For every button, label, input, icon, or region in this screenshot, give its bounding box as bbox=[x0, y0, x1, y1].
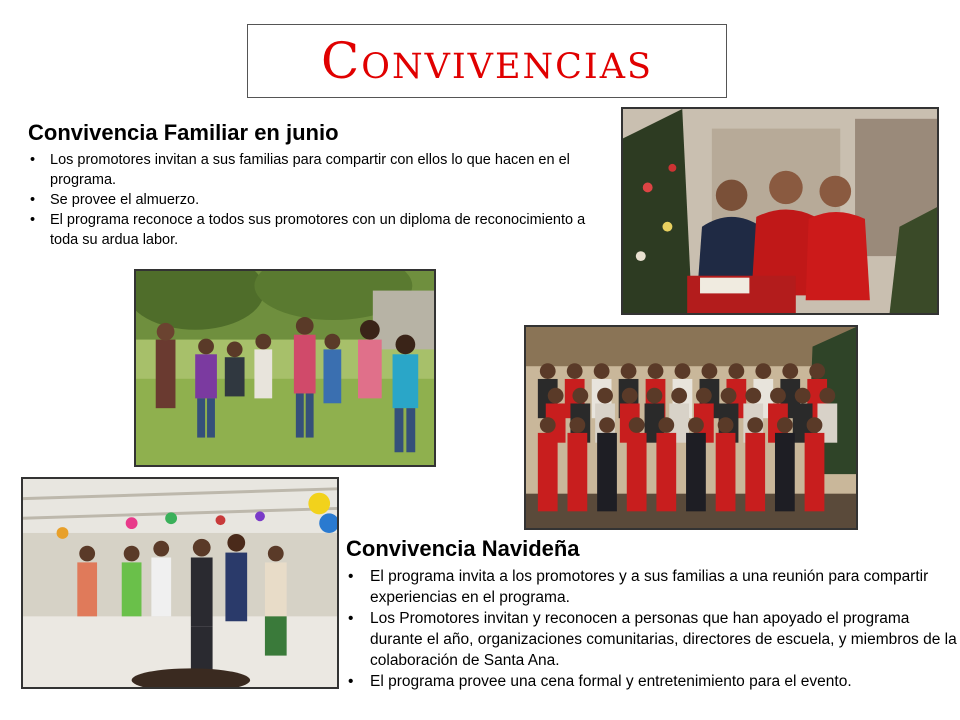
photo-grupo-promotores bbox=[524, 325, 858, 530]
section-convivencia-familiar bbox=[28, 120, 603, 250]
page-title: Convivencias bbox=[321, 32, 653, 90]
section-heading: Convivencia Familiar en junio bbox=[28, 120, 339, 145]
title-box bbox=[247, 24, 727, 98]
bullet-list bbox=[346, 566, 958, 692]
bullet-item: • Se provee el almuerzo. bbox=[28, 190, 603, 210]
photo-promotoras-diploma bbox=[621, 107, 939, 315]
bullet-list bbox=[28, 150, 603, 250]
photo-fiesta-navidena bbox=[21, 477, 339, 689]
bullet-item: • Los Promotores invitan y reconocen a personas que han apoyado el programa durante el año, organizaciones comunitarias, directores de escuela, y miembros de la colaboración de Santa Ana. bbox=[346, 608, 958, 671]
bullet-item: • Los promotores invitan a sus familias para compartir con ellos lo que hacen en el programa. bbox=[28, 150, 603, 190]
bullet-item: • El programa reconoce a todos sus promotores con un diploma de reconocimiento a toda su ardua labor. bbox=[28, 210, 603, 250]
section-convivencia-navidena bbox=[346, 536, 958, 692]
bullet-item: • El programa provee una cena formal y entretenimiento para el evento. bbox=[346, 671, 958, 692]
photo-familias-juego bbox=[134, 269, 436, 467]
bullet-item: • El programa invita a los promotores y a sus familias a una reunión para compartir experiencias en el programa. bbox=[346, 566, 958, 608]
section-heading: Convivencia Navideña bbox=[346, 536, 580, 561]
